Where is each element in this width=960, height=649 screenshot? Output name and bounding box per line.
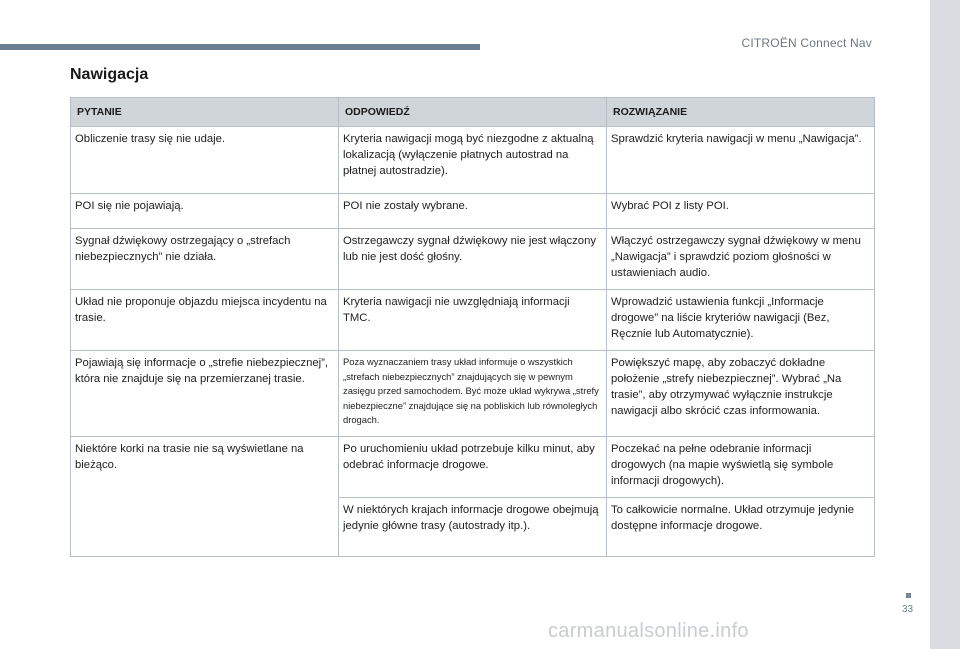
- side-strip: [930, 0, 960, 649]
- question-cell: Pojawiają się informacje o „strefie niebezpiecznej”, która nie znajduje się na przemierzanej trasie.: [71, 351, 339, 437]
- solution-cell: Wprowadzić ustawienia funkcji „Informacje drogowe” na liście kryteriów nawigacji (Bez, Ręcznie lub Automatycznie).: [607, 290, 875, 351]
- header-question: PYTANIE: [71, 98, 339, 127]
- header-accent-bar: [0, 44, 480, 50]
- question-cell: Układ nie proponuje objazdu miejsca incydentu na trasie.: [71, 290, 339, 351]
- solution-cell: Sprawdzić kryteria nawigacji w menu „Nawigacja”.: [607, 127, 875, 194]
- solution-cell: To całkowicie normalne. Układ otrzymuje jedynie dostępne informacje drogowe.: [607, 497, 875, 556]
- table-header-row: [71, 98, 875, 127]
- section-title: Nawigacja: [70, 66, 149, 83]
- page-marker: [906, 593, 911, 598]
- table-row: [71, 229, 875, 290]
- question-cell: POI się nie pojawiają.: [71, 194, 339, 229]
- table-row: [71, 127, 875, 194]
- answer-cell: Poza wyznaczaniem trasy układ informuje o wszystkich „strefach niebezpiecznych” znajdujących się w pewnym zasięgu przed samochodem. Być może układ wykrywa „strefy niebezpieczne” znajdujące się na pobliskich lub równoległych drogach.: [339, 351, 607, 437]
- faq-table: [70, 97, 875, 557]
- question-cell: Obliczenie trasy się nie udaje.: [71, 127, 339, 194]
- answer-cell: W niektórych krajach informacje drogowe obejmują jedynie główne trasy (autostrady itp.).: [339, 497, 607, 556]
- answer-cell: Ostrzegawczy sygnał dźwiękowy nie jest włączony lub nie jest dość głośny.: [339, 229, 607, 290]
- table-row: [71, 290, 875, 351]
- question-cell: Niektóre korki na trasie nie są wyświetlane na bieżąco.: [71, 436, 339, 556]
- table-row: [71, 351, 875, 437]
- page-number: 33: [902, 604, 914, 615]
- solution-cell: Wybrać POI z listy POI.: [607, 194, 875, 229]
- watermark: carmanualsonline.info: [548, 620, 749, 642]
- answer-cell: Kryteria nawigacji mogą być niezgodne z aktualną lokalizacją (wyłączenie płatnych autostrad na płatnej autostradzie).: [339, 127, 607, 194]
- table-row: [71, 194, 875, 229]
- solution-cell: Włączyć ostrzegawczy sygnał dźwiękowy w menu „Nawigacja” i sprawdzić poziom głośności w ustawieniach audio.: [607, 229, 875, 290]
- solution-cell: Poczekać na pełne odebranie informacji drogowych (na mapie wyświetlą się symbole informacji drogowych).: [607, 436, 875, 497]
- solution-cell: Powiększyć mapę, aby zobaczyć dokładne położenie „strefy niebezpiecznej”. Wybrać „Na trasie”, aby otrzymywać wyłącznie instrukcje nawigacji albo skrócić czas informowania.: [607, 351, 875, 437]
- question-cell: Sygnał dźwiękowy ostrzegający o „strefach niebezpiecznych” nie działa.: [71, 229, 339, 290]
- header-answer: ODPOWIEDŹ: [339, 98, 607, 127]
- answer-cell: Po uruchomieniu układ potrzebuje kilku minut, aby odebrać informacje drogowe.: [339, 436, 607, 497]
- answer-cell: POI nie zostały wybrane.: [339, 194, 607, 229]
- header-solution: ROZWIĄZANIE: [607, 98, 875, 127]
- table-row: [71, 436, 875, 497]
- brand-label: CITROËN Connect Nav: [741, 36, 872, 50]
- answer-cell: Kryteria nawigacji nie uwzględniają informacji TMC.: [339, 290, 607, 351]
